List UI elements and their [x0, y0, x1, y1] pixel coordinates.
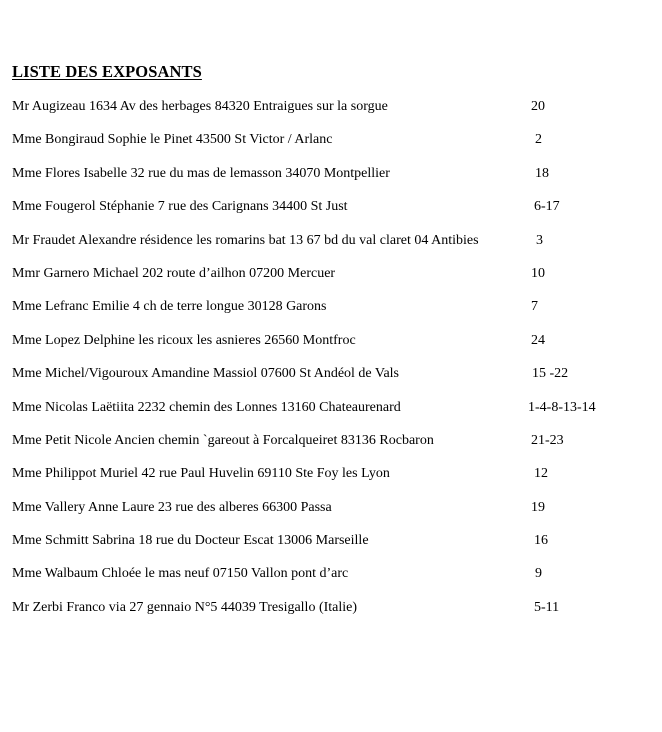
stand-number: 9: [535, 566, 542, 582]
list-item: [0, 129, 662, 162]
exhibitor-details: Mme Lopez Delphine les ricoux les asnieres 26560 Montfroc: [12, 332, 356, 348]
stand-number: 7: [531, 299, 538, 315]
exhibitor-details: Mme Fougerol Stéphanie 7 rue des Carignans 34400 St Just: [12, 199, 348, 215]
exhibitor-details: Mr Augizeau 1634 Av des herbages 84320 Entraigues sur la sorgue: [12, 99, 388, 114]
stand-number: 1-4-8-13-14: [528, 399, 596, 415]
stand-number: 3: [536, 232, 543, 248]
exhibitor-details: Mme Bongiraud Sophie le Pinet 43500 St Victor / Arlanc: [12, 132, 333, 148]
list-item: [0, 397, 662, 430]
stand-number: 18: [535, 165, 549, 181]
list-item: [0, 463, 662, 496]
exhibitor-details: Mme Philippot Muriel 42 rue Paul Huvelin 69110 Ste Foy les Lyon: [12, 466, 390, 482]
exhibitor-details: Mme Schmitt Sabrina 18 rue du Docteur Escat 13006 Marseille: [12, 533, 369, 549]
list-item: [0, 263, 662, 296]
exhibitor-details: Mr Zerbi Franco via 27 gennaio N°5 44039 Tresigallo (Italie): [12, 599, 358, 615]
exhibitor-details: Mme Vallery Anne Laure 23 rue des alberes 66300 Passa: [12, 499, 332, 515]
exhibitor-details: Mme Flores Isabelle 32 rue du mas de lemasson 34070 Montpellier: [12, 165, 390, 181]
list-item: [0, 597, 662, 630]
stand-number: 5-11: [534, 599, 560, 615]
list-item: [0, 296, 662, 329]
list-item: [0, 497, 662, 530]
exhibitor-details: Mr Fraudet Alexandre résidence les romarins bat 13 67 bd du val claret 04 Antibies: [12, 232, 479, 248]
stand-number: 10: [531, 265, 545, 281]
list-item: [0, 563, 662, 596]
list-item: [0, 196, 662, 229]
exhibitor-details: Mme Michel/Vigouroux Amandine Massiol 07600 St Andéol de Vals: [12, 366, 399, 382]
list-item: [0, 530, 662, 563]
exhibitor-details: Mme Nicolas Laëtiita 2232 chemin des Lonnes 13160 Chateaurenard: [12, 399, 401, 415]
exhibitor-details: Mme Lefranc Emilie 4 ch de terre longue 30128 Garons: [12, 299, 327, 315]
list-item: [0, 363, 662, 396]
list-item: [0, 163, 662, 196]
stand-number: 21-23: [531, 432, 564, 448]
stand-number: 12: [534, 466, 548, 482]
document-title: LISTE DES EXPOSANTS: [12, 62, 202, 81]
stand-number: 2: [535, 132, 542, 148]
list-item: [0, 230, 662, 263]
list-item: [0, 96, 662, 129]
list-item: [0, 430, 662, 463]
stand-number: 16: [534, 533, 548, 549]
exhibitor-details: Mme Petit Nicole Ancien chemin `gareout à Forcalqueiret 83136 Rocbaron: [12, 432, 434, 448]
stand-number: 6-17: [534, 199, 560, 215]
stand-number: 15 -22: [532, 366, 569, 382]
exhibitor-details: Mmr Garnero Michael 202 route d’ailhon 07200 Mercuer: [12, 265, 336, 281]
stand-number: 24: [531, 332, 545, 348]
stand-number: 19: [531, 499, 545, 515]
list-item: [0, 330, 662, 363]
exhibitor-list: [0, 96, 662, 630]
stand-number: 20: [531, 99, 545, 114]
exhibitor-details: Mme Walbaum Chloée le mas neuf 07150 Vallon pont d’arc: [12, 566, 349, 582]
